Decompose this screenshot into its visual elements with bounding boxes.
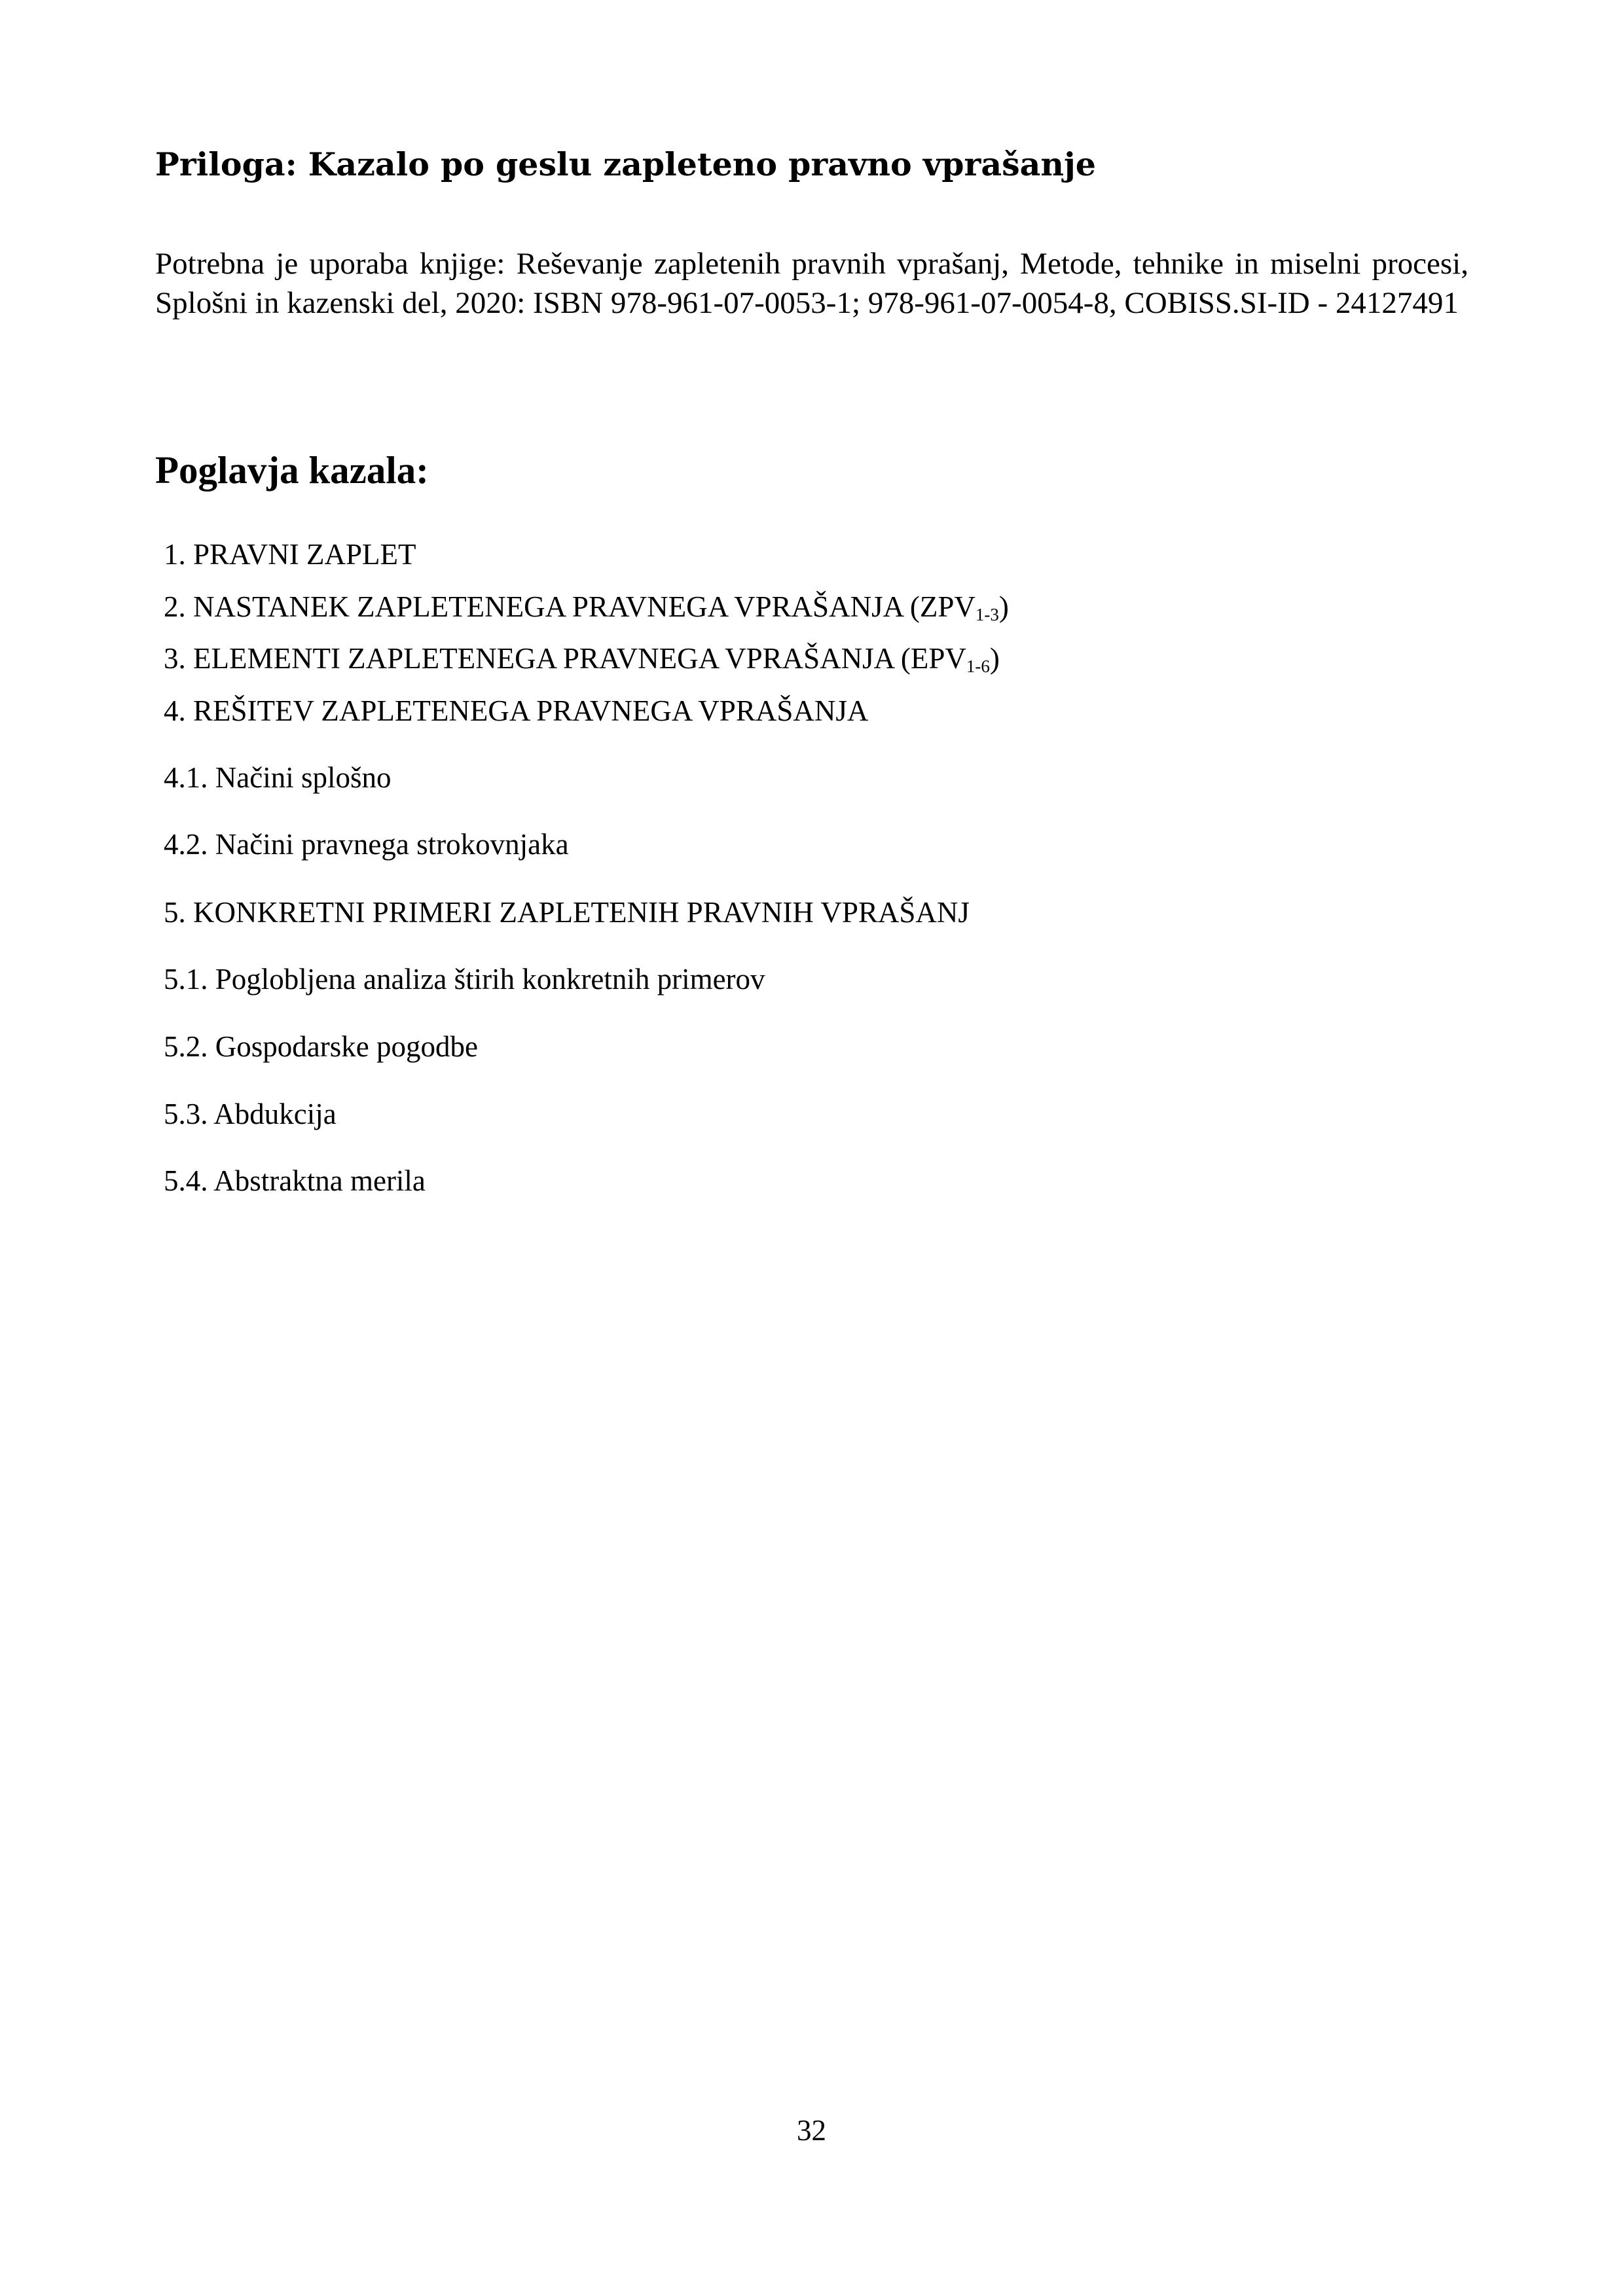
- chapter-item: [164, 642, 1000, 676]
- chapter-item: [164, 1032, 478, 1062]
- chapter-text: 5. KONKRETNI PRIMERI ZAPLETENIH PRAVNIH VPRAŠANJ: [164, 896, 970, 929]
- chapter-text: 4. REŠITEV ZAPLETENEGA PRAVNEGA VPRAŠANJA: [164, 694, 869, 727]
- chapter-item: [164, 763, 391, 793]
- chapter-subscript: 1-3: [975, 605, 999, 624]
- chapter-item: [164, 1166, 426, 1196]
- chapter-text: 5.2. Gospodarske pogodbe: [164, 1030, 478, 1063]
- chapter-subscript: 1-6: [966, 656, 990, 676]
- chapter-text: 2. NASTANEK ZAPLETENEGA PRAVNEGA VPRAŠANJA (ZPV: [164, 590, 976, 623]
- chapter-text: 5.1. Poglobljena analiza štirih konkretnih primerov: [164, 963, 765, 996]
- page-title: Priloga: Kazalo po geslu zapleteno pravno vprašanje: [155, 145, 1096, 183]
- chapter-text: 5.4. Abstraktna merila: [164, 1164, 426, 1197]
- chapter-item: [164, 898, 970, 927]
- chapter-item: [164, 592, 1009, 622]
- chapter-item: [164, 965, 765, 994]
- chapter-text: 4.2. Načini pravnega strokovnjaka: [164, 828, 569, 861]
- intro-paragraph: Potrebna je uporaba knjige: Reševanje zapletenih pravnih vprašanj, Metode, tehnike in miselni procesi, Splošni in kazenski del, 2020: ISBN 978-961-07-0053-1; 978-961-07-0054-8, COBISS.SI-ID - 24127491: [155, 247, 1468, 320]
- chapter-text: 1. PRAVNI ZAPLET: [164, 538, 416, 571]
- page-number: 32: [797, 2114, 826, 2147]
- chapter-item: [164, 696, 868, 726]
- chapter-item: [164, 1100, 337, 1129]
- chapters-heading: Poglavja kazala:: [155, 448, 429, 492]
- chapter-item: [164, 830, 569, 859]
- chapter-text: 4.1. Načini splošno: [164, 761, 392, 794]
- chapter-item: [164, 540, 416, 569]
- chapter-closing: ): [989, 642, 1000, 675]
- chapter-closing: ): [998, 590, 1009, 623]
- chapter-text: 5.3. Abdukcija: [164, 1098, 337, 1130]
- chapter-text: 3. ELEMENTI ZAPLETENEGA PRAVNEGA VPRAŠANJA (EPV: [164, 642, 966, 675]
